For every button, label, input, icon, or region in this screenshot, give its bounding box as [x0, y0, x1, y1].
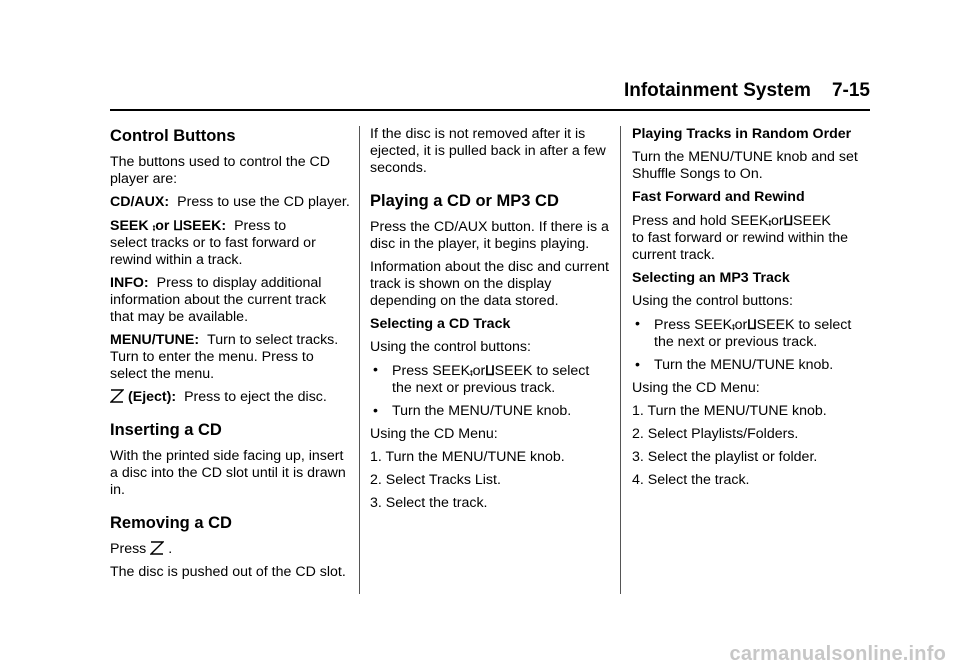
- heading-playing: Playing a CD or MP3 CD: [370, 192, 559, 210]
- list-item: [632, 316, 872, 351]
- menu-desc: [110, 332, 350, 383]
- list-item: 1. Turn the MENU/TUNE knob.: [632, 403, 827, 419]
- seek-up-icon: ⨿: [747, 317, 757, 332]
- control-intro: The buttons used to control the CD player are:: [110, 154, 331, 187]
- bullet-text-b: SEEK to select the next or previous track.: [654, 317, 852, 350]
- using-menu-text: Using the CD Menu:: [370, 426, 498, 442]
- column-divider-1: [359, 126, 360, 594]
- information-text: Information about the disc and current track is shown on the display depending on the data stored.: [370, 259, 609, 309]
- bullet-text: Turn the MENU/TUNE knob.: [654, 357, 834, 373]
- eject-label: (Eject):: [128, 389, 177, 405]
- pushed-text: The disc is pushed out of the CD slot.: [110, 564, 346, 580]
- not-removed-text: If the disc is not removed after it is ejected, it is pulled back in after a few seconds.: [370, 126, 606, 176]
- cdaux-label: CD/AUX:: [110, 194, 170, 210]
- list-item: [370, 403, 610, 420]
- seek-label-a: SEEK: [110, 218, 149, 234]
- eject-desc: [110, 389, 350, 406]
- seek-down-icon: ⨾: [152, 218, 156, 233]
- random-text: Turn the MENU/TUNE knob and set Shuffle Songs to On.: [632, 149, 858, 182]
- seek-desc: [110, 217, 350, 269]
- subheading-ff-rewind: Fast Forward and Rewind: [632, 189, 805, 205]
- seek-up-icon: ⨿: [173, 218, 183, 233]
- column-3: [632, 126, 872, 495]
- page-header: [624, 80, 870, 102]
- subheading-selecting-cd-track: Selecting a CD Track: [370, 316, 511, 332]
- menu-label: MENU/TUNE:: [110, 332, 200, 348]
- subheading-random: Playing Tracks in Random Order: [632, 126, 852, 142]
- seek-down-icon: ⨾: [732, 317, 735, 332]
- seek-text-b: select tracks or to fast forward or rewind within a track.: [110, 235, 316, 268]
- bullet-icon: •: [635, 357, 640, 373]
- press-word: Press: [110, 541, 147, 557]
- info-desc: [110, 275, 350, 326]
- bullet-text-b: SEEK to select the next or previous track.: [392, 363, 590, 396]
- bullet-or: or: [734, 317, 748, 333]
- page-number: 7-15: [831, 80, 870, 101]
- bullet-or: or: [472, 363, 486, 379]
- info-text: Press to display additional information about the current track that may be available.: [110, 275, 327, 325]
- press-eject: [110, 541, 350, 558]
- info-label: INFO:: [110, 275, 149, 291]
- bullet-icon: •: [373, 403, 378, 419]
- bullet-text-a: Press SEEK: [392, 363, 471, 379]
- header-rule: [110, 109, 870, 111]
- hold-text-b: SEEK: [793, 213, 831, 229]
- menu-text: Turn to select tracks. Turn to enter the menu. Press to select the menu.: [110, 332, 339, 382]
- inserting-text: With the printed side facing up, insert a disc into the CD slot until it is drawn in.: [110, 448, 346, 498]
- seek-down-icon: ⨾: [768, 213, 772, 228]
- press-period: .: [168, 541, 173, 557]
- list-item: 3. Select the track.: [370, 495, 488, 511]
- eject-icon: [110, 389, 124, 403]
- seek-text-a: Press to: [234, 218, 287, 234]
- heading-control-buttons: Control Buttons: [110, 127, 236, 145]
- column-divider-2: [620, 126, 621, 594]
- list-item: 1. Turn the MENU/TUNE knob.: [370, 449, 565, 465]
- column-1: [110, 126, 350, 587]
- seek-up-icon: ⨿: [485, 363, 495, 378]
- bullet-text-a: Press SEEK: [654, 317, 733, 333]
- seek-up-icon: ⨿: [783, 213, 794, 228]
- seek-down-icon: ⨾: [470, 363, 473, 378]
- hold-or: or: [771, 213, 784, 229]
- bullet-text: Turn the MENU/TUNE knob.: [392, 403, 572, 419]
- heading-inserting: Inserting a CD: [110, 421, 222, 439]
- cdaux-desc: [110, 194, 350, 211]
- using-buttons-text: Using the control buttons:: [370, 339, 531, 355]
- using-menu-text: Using the CD Menu:: [632, 380, 760, 396]
- list-item: 2. Select Tracks List.: [370, 472, 501, 488]
- hold-text: [632, 212, 872, 264]
- list-item: 4. Select the track.: [632, 472, 750, 488]
- eject-icon: [150, 541, 164, 555]
- using-buttons-text: Using the control buttons:: [632, 293, 793, 309]
- list-item: [632, 357, 872, 374]
- heading-removing: Removing a CD: [110, 514, 232, 532]
- subheading-mp3: Selecting an MP3 Track: [632, 270, 790, 286]
- list-item: 3. Select the playlist or folder.: [632, 449, 818, 465]
- cdaux-text: Press to use the CD player.: [177, 194, 350, 210]
- seek-or: or: [155, 218, 170, 234]
- bullet-icon: •: [635, 316, 640, 332]
- eject-text: Press to eject the disc.: [184, 389, 327, 405]
- list-item: 2. Select Playlists/Folders.: [632, 426, 799, 442]
- column-2: [370, 126, 610, 518]
- hold-text-c: to fast forward or rewind within the current track.: [632, 230, 849, 263]
- list-item: [370, 362, 610, 397]
- seek-label-b: SEEK:: [182, 218, 227, 234]
- press-cdaux-text: Press the CD/AUX button. If there is a disc in the player, it begins playing.: [370, 219, 609, 252]
- header-title: Infotainment System: [623, 80, 811, 101]
- bullet-icon: •: [373, 362, 378, 378]
- watermark: carmanualsonline.info: [729, 643, 946, 665]
- hold-text-a: Press and hold SEEK: [632, 213, 769, 229]
